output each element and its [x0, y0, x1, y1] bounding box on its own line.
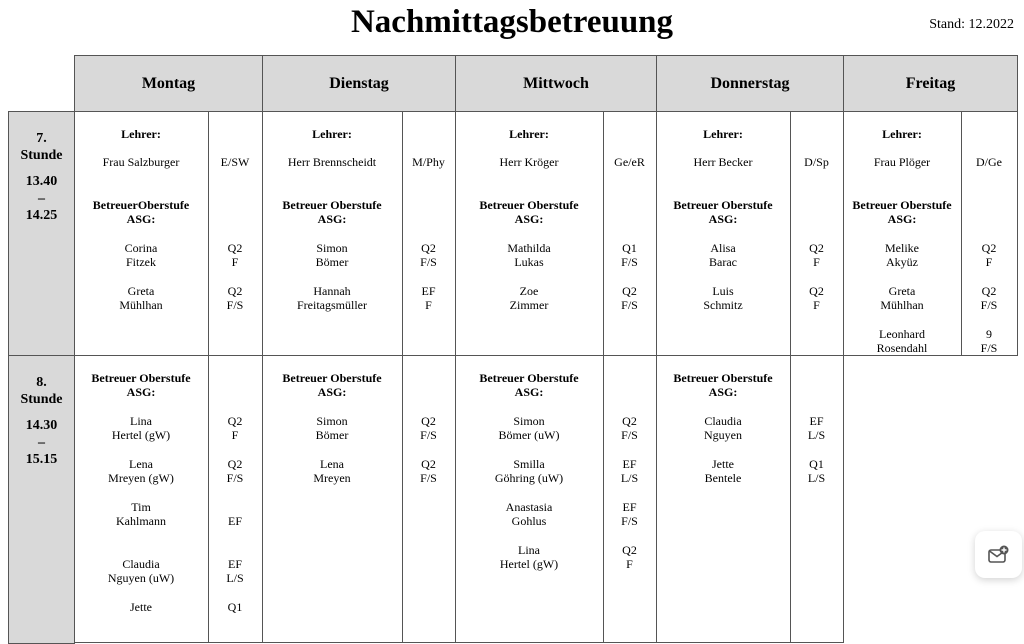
period-7 [8, 111, 75, 356]
student-course: F/S [621, 514, 638, 528]
student-last-name: Bömer [315, 428, 349, 442]
period-8-label: 8. [36, 375, 47, 390]
student-course: F/S [420, 471, 437, 485]
student-course: F/S [226, 298, 244, 312]
student-first-name: Simon [513, 414, 545, 428]
student-first-name: Melike [885, 241, 919, 255]
page-title: Nachmittagsbetreuung [350, 4, 674, 40]
betreuer-heading: Betreuer Oberstufe [91, 371, 191, 385]
betreuer-heading: Betreuer Oberstufe [479, 371, 579, 385]
student-class: EF [421, 284, 436, 298]
student-class: Q2 [981, 284, 997, 298]
student-first-name: Jette [130, 600, 152, 614]
student-first-name: Hannah [313, 284, 351, 298]
student-course: F/S [980, 298, 998, 312]
student-class: EF [809, 414, 824, 428]
stand-date: Stand: 12.2022 [929, 17, 1014, 32]
student-last-name: Gohlus [511, 514, 547, 528]
student-course: F/S [980, 341, 998, 355]
student-course: L/S [620, 471, 639, 485]
student-course: F [231, 428, 239, 442]
student-first-name: Simon [316, 414, 348, 428]
student-last-name: Bömer (uW) [498, 428, 560, 442]
student-last-name: Lukas [514, 255, 544, 269]
asg-label: ASG: [887, 212, 917, 226]
student-class: EF [227, 557, 242, 571]
student-class: 9 [986, 327, 992, 341]
day-header-3: Donnerstag [656, 55, 844, 112]
student-last-name: Hertel (gW) [111, 428, 171, 442]
period-8-time-start: 14.30 [25, 418, 58, 433]
student-class: Q2 [981, 241, 997, 255]
student-class: Q1 [809, 457, 824, 471]
teacher-name: Frau Plöger [873, 155, 931, 169]
p7-class-cell-4 [961, 111, 1018, 356]
student-first-name: Claudia [704, 414, 742, 428]
betreuer-heading: Betreuer Oberstufe [673, 198, 773, 212]
teacher-subject: D/Ge [976, 155, 1002, 169]
betreuer-heading: Betreuer Oberstufe [852, 198, 952, 212]
student-first-name: Smilla [513, 457, 545, 471]
student-last-name: Mreyen (gW) [108, 471, 174, 485]
teacher-name: Herr Brennscheidt [287, 155, 377, 169]
teacher-subject: D/Sp [804, 155, 829, 169]
period-7-label2: Stunde [20, 148, 63, 163]
teacher-heading: Lehrer: [703, 127, 743, 141]
student-class: Q2 [421, 457, 436, 471]
student-last-name: Freitagsmüller [297, 298, 367, 312]
period-7-time-start: 13.40 [25, 174, 58, 189]
asg-label: ASG: [317, 212, 347, 226]
p7-name-cell-3 [656, 111, 791, 356]
student-first-name: Greta [127, 284, 155, 298]
student-last-name: Mühlhan [880, 298, 924, 312]
betreuer-heading: Betreuer Oberstufe [673, 371, 773, 385]
student-first-name: Claudia [122, 557, 160, 571]
student-first-name: Lina [518, 543, 540, 557]
student-last-name: Nguyen (uW) [107, 571, 175, 585]
asg-label: ASG: [317, 385, 347, 399]
teacher-heading: Lehrer: [312, 127, 352, 141]
student-last-name: Kahlmann [116, 514, 166, 528]
student-course: F [813, 255, 820, 269]
student-class: Q2 [227, 457, 243, 471]
period-7-time-end: 14.25 [25, 208, 58, 223]
student-last-name: Rosendahl [876, 341, 928, 355]
p7-class-cell-1 [402, 111, 456, 356]
period-7-label: 7. [36, 131, 47, 146]
student-course: F/S [226, 471, 244, 485]
teacher-name: Herr Becker [693, 155, 753, 169]
student-class: Q1 [622, 241, 637, 255]
betreuer-heading: Betreuer Oberstufe [282, 198, 382, 212]
p7-class-cell-0 [208, 111, 263, 356]
student-class: Q1 [227, 600, 243, 614]
betreuer-heading: BetreuerOberstufe [92, 198, 190, 212]
student-first-name: Luis [712, 284, 734, 298]
student-class: Q2 [622, 284, 637, 298]
student-last-name: Schmitz [703, 298, 743, 312]
day-header-0: Montag [74, 55, 263, 112]
student-course: F/S [420, 255, 437, 269]
student-course: F/S [420, 428, 437, 442]
p7-name-cell-1 [262, 111, 403, 356]
student-first-name: Jette [712, 457, 734, 471]
student-course: F [985, 255, 993, 269]
student-class: Q2 [809, 241, 824, 255]
day-header-4: Freitag [843, 55, 1018, 112]
asg-label: ASG: [514, 212, 544, 226]
asg-label: ASG: [708, 385, 738, 399]
student-last-name: Hertel (gW) [499, 557, 559, 571]
student-course: F/S [621, 428, 638, 442]
student-last-name: Bömer [315, 255, 349, 269]
student-course: F [813, 298, 820, 312]
betreuer-heading: Betreuer Oberstufe [282, 371, 382, 385]
p7-name-cell-4 [843, 111, 962, 356]
student-class: Q2 [622, 414, 637, 428]
student-class: EF [622, 457, 637, 471]
student-first-name: Tim [131, 500, 151, 514]
student-last-name: Zimmer [509, 298, 549, 312]
student-course: F/S [621, 298, 638, 312]
student-last-name: Göhring (uW) [494, 471, 564, 485]
p7-name-cell-2 [455, 111, 604, 356]
student-first-name: Greta [888, 284, 916, 298]
teacher-heading: Lehrer: [509, 127, 549, 141]
teacher-subject: E/SW [220, 155, 250, 169]
p7-class-cell-2 [603, 111, 657, 356]
student-course: F [626, 557, 633, 571]
teacher-subject: Ge/eR [614, 155, 645, 169]
student-course: EF [227, 514, 242, 528]
student-first-name: Lena [129, 457, 153, 471]
day-header-1: Dienstag [262, 55, 456, 112]
asg-label: ASG: [126, 212, 156, 226]
period-8-time-end: 15.15 [25, 452, 58, 467]
student-last-name: Fitzek [126, 255, 156, 269]
mail-plus-icon [988, 545, 1010, 565]
student-class: Q2 [227, 414, 243, 428]
teacher-name: Frau Salzburger [102, 155, 180, 169]
student-class: Q2 [809, 284, 824, 298]
student-first-name: Alisa [710, 241, 736, 255]
student-last-name: Bentele [704, 471, 742, 485]
asg-label: ASG: [708, 212, 738, 226]
betreuer-heading: Betreuer Oberstufe [479, 198, 579, 212]
student-last-name: Mühlhan [119, 298, 163, 312]
student-class: Q2 [421, 241, 436, 255]
p7-name-cell-0 [74, 111, 209, 356]
student-first-name: Mathilda [507, 241, 551, 255]
student-last-name: Nguyen [704, 428, 742, 442]
teacher-subject: M/Phy [412, 155, 445, 169]
student-course: F/S [621, 255, 638, 269]
student-first-name: Corina [124, 241, 158, 255]
teacher-heading: Lehrer: [882, 127, 922, 141]
student-course: L/S [226, 571, 244, 585]
student-class: Q2 [227, 284, 243, 298]
student-first-name: Leonhard [879, 327, 925, 341]
student-last-name: Akyüz [886, 255, 918, 269]
student-class: Q2 [227, 241, 243, 255]
student-class: Q2 [421, 414, 436, 428]
asg-label: ASG: [126, 385, 156, 399]
mail-add-button[interactable] [975, 531, 1022, 578]
teacher-heading: Lehrer: [121, 127, 161, 141]
student-course: F [231, 255, 239, 269]
asg-label: ASG: [514, 385, 544, 399]
student-first-name: Lina [130, 414, 152, 428]
student-first-name: Zoe [519, 284, 539, 298]
p7-class-cell-3 [790, 111, 844, 356]
student-class: EF [622, 500, 637, 514]
period-8-label2: Stunde [20, 392, 63, 407]
student-last-name: Mreyen [313, 471, 351, 485]
student-class: Q2 [622, 543, 637, 557]
period-8-dash: – [38, 435, 45, 450]
student-first-name: Anastasia [505, 500, 553, 514]
student-first-name: Simon [316, 241, 348, 255]
student-course: L/S [807, 471, 826, 485]
student-course: F [425, 298, 432, 312]
student-first-name: Lena [320, 457, 344, 471]
day-header-2: Mittwoch [455, 55, 657, 112]
period-7-dash: – [38, 191, 45, 206]
student-last-name: Barac [709, 255, 737, 269]
student-course: L/S [807, 428, 826, 442]
teacher-name: Herr Kröger [499, 155, 559, 169]
